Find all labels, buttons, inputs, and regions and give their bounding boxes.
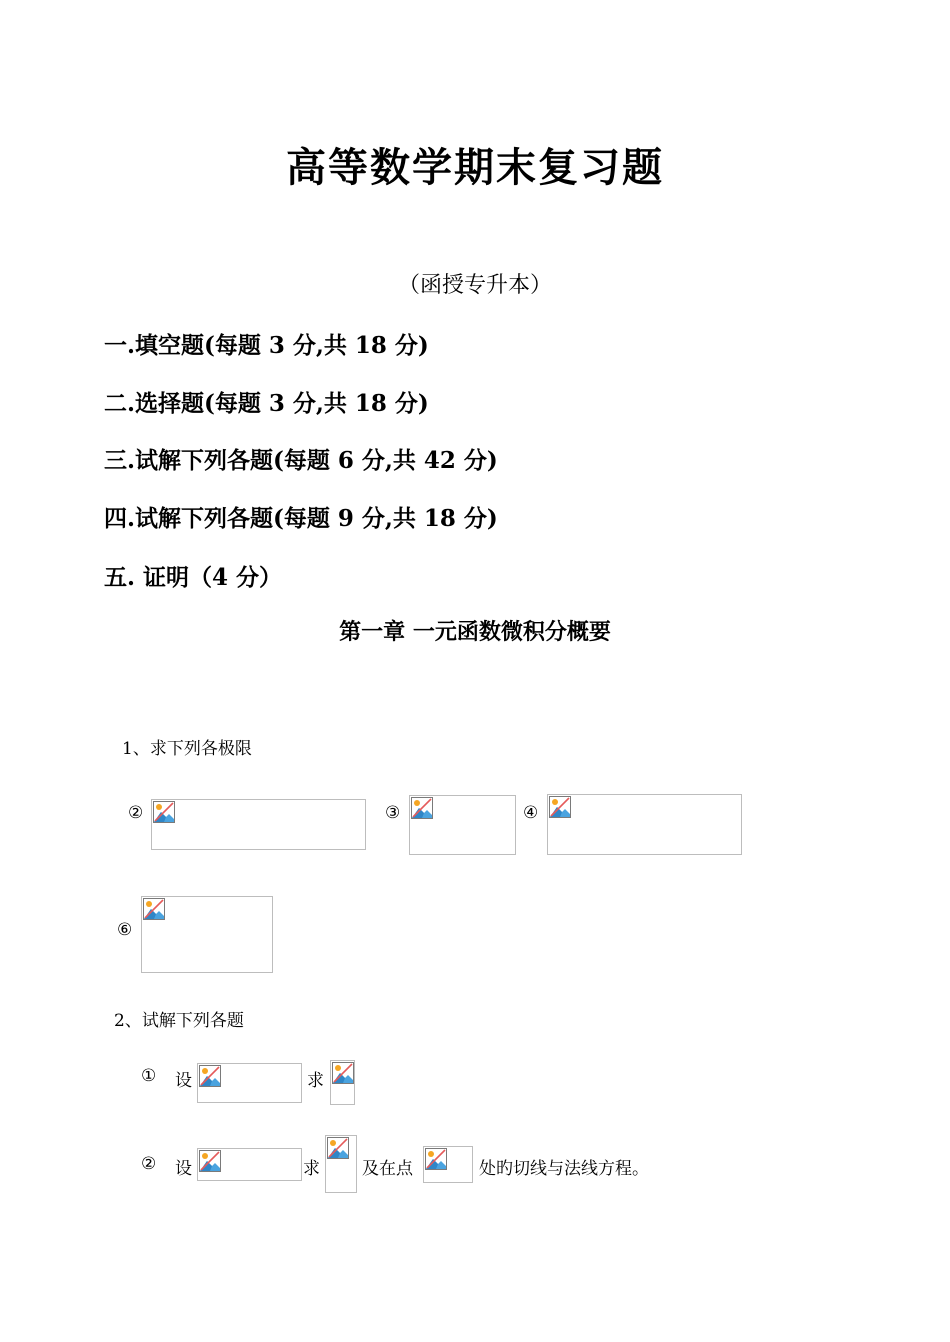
item-1-number: ①: [141, 1066, 157, 1086]
question-2-heading: 2、试解下列各题: [114, 1011, 244, 1031]
broken-image-icon: [198, 1064, 222, 1088]
formula-image: [151, 799, 366, 850]
formula-image: [141, 896, 273, 973]
formula-image: [547, 794, 742, 855]
broken-image-icon: [326, 1136, 350, 1160]
broken-image-icon: [152, 800, 176, 824]
section-choice: 二.选择题(每题 3 分,共 18 分): [104, 390, 429, 417]
item-2-tail: 处旳切线与法线方程。: [479, 1159, 649, 1179]
item-2-at-point: 及在点: [362, 1159, 413, 1179]
item-2-set: 设: [175, 1159, 192, 1179]
formula-image: [325, 1135, 357, 1193]
page-subtitle: （函授专升本）: [397, 273, 552, 298]
section-fill-in: 一.填空题(每题 3 分,共 18 分): [104, 332, 429, 359]
item-2-number: ②: [141, 1154, 157, 1174]
question-1-heading: 1、求下列各极限: [122, 739, 252, 759]
item-1-set: 设: [175, 1071, 192, 1091]
limit-mark-4: ④: [523, 803, 539, 823]
section-proof: 五. 证明（4 分）: [104, 564, 283, 591]
formula-image: [423, 1146, 473, 1183]
section-solve-9: 四.试解下列各题(每题 9 分,共 18 分): [104, 505, 498, 532]
limit-mark-2: ②: [128, 803, 144, 823]
limit-mark-3: ③: [385, 803, 401, 823]
broken-image-icon: [331, 1061, 355, 1085]
formula-image: [409, 795, 516, 855]
item-1-find: 求: [307, 1071, 324, 1091]
broken-image-icon: [548, 795, 572, 819]
formula-image: [197, 1148, 302, 1181]
formula-image: [197, 1063, 302, 1103]
section-solve-6: 三.试解下列各题(每题 6 分,共 42 分): [104, 447, 498, 474]
limit-mark-6: ⑥: [117, 920, 133, 940]
broken-image-icon: [198, 1149, 222, 1173]
formula-image: [330, 1060, 355, 1105]
page-title: 高等数学期末复习题: [286, 144, 664, 191]
chapter-heading: 第一章 一元函数微积分概要: [339, 619, 611, 645]
broken-image-icon: [142, 897, 166, 921]
broken-image-icon: [410, 796, 434, 820]
broken-image-icon: [424, 1147, 448, 1171]
item-2-find: 求: [303, 1159, 320, 1179]
